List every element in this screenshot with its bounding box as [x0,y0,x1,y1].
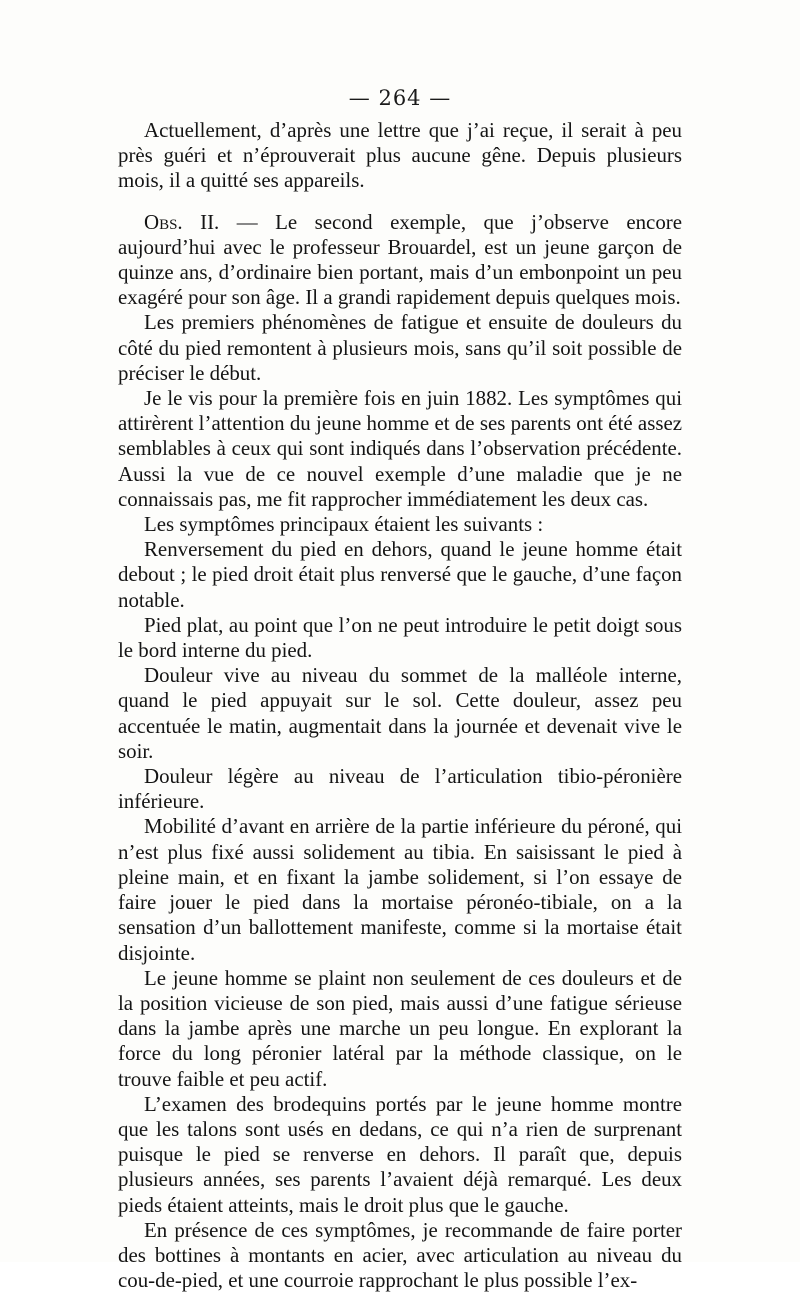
paragraph: Les premiers phénomènes de fatigue et ensuite de douleurs du côté du pied remontent à plusieurs mois, sans qu’il soit possible de préciser le début. [118,310,682,385]
paragraph: Douleur légère au niveau de l’articulation tibio-péronière inférieure. [118,764,682,814]
paragraph: Actuellement, d’après une lettre que j’ai reçue, il serait à peu près guéri et n’éprouverait plus aucune gêne. Depuis plusieurs mois, il a quitté ses appareils. [118,118,682,193]
paragraph: Douleur vive au niveau du sommet de la malléole interne, quand le pied appuyait sur le sol. Cette douleur, assez peu accentuée le matin, augmentait dans la journée et devenait vive le soir. [118,663,682,763]
paragraph: Pied plat, au point que l’on ne peut introduire le petit doigt sous le bord interne du pied. [118,612,682,663]
paragraph: Je le vis pour la première fois en juin 1882. Les symptômes qui attirèrent l’attention du jeune homme et de ses parents ont été assez semblables à ceux qui sont indiqués dans l’observation précédente. Aussi la vue de ce nouvel exemple d’une maladie que je ne connaissais pas, me fit rapprocher immédiatement les deux cas. [118,386,682,511]
body-text [118,118,682,1293]
paragraph: Les symptômes principaux étaient les suivants : [144,512,544,537]
paragraph-observation-heading [118,210,682,311]
paragraph: Renversement du pied en dehors, quand le jeune homme était debout ; le pied droit était plus renversé que le gauche, d’une façon notable. [118,537,682,612]
page-number: — 264 — [348,86,452,110]
observation-label: Obs. II. [144,209,220,234]
paragraph: L’examen des brodequins portés par le jeune homme montre que les talons sont usés en dedans, ce qui n’a rien de surprenant puisque le pied se renverse en dehors. Il paraît que, depuis plusieurs années, ses parents l’avaient déjà remarqué. Les deux pieds étaient atteints, mais le droit plus que le gauche. [118,1091,682,1217]
paragraph-text: — Le second exemple, que j’observe encore aujourd’hui avec le professeur Brouardel, est un jeune garçon de quinze ans, d’ordinaire bien portant, mais d’un embonpoint un peu exagéré pour son âge. Il a grandi rapidement depuis quelques mois. [118,209,683,310]
paragraph: Mobilité d’avant en arrière de la partie inférieure du péroné, qui n’est plus fixé aussi solidement au tibia. En saisissant le pied à pleine main, et en fixant la jambe solidement, si l’on essaye de faire jouer le pied dans la mortaise péronéo-tibiale, on a la sensation d’un ballottement manifeste, comme si la mortaise était disjointe. [118,814,682,965]
paragraph: Le jeune homme se plaint non seulement de ces douleurs et de la position vicieuse de son pied, mais aussi d’une fatigue sérieuse dans la jambe après une marche un peu longue. En explorant la force du long péronier latéral par la méthode classique, on le trouve faible et peu actif. [118,965,682,1091]
paragraph: En présence de ces symptômes, je recommande de faire porter des bottines à montants en acier, avec articulation au niveau du cou-de-pied, et une courroie rapprochant le plus possible l’ex- [118,1217,682,1293]
